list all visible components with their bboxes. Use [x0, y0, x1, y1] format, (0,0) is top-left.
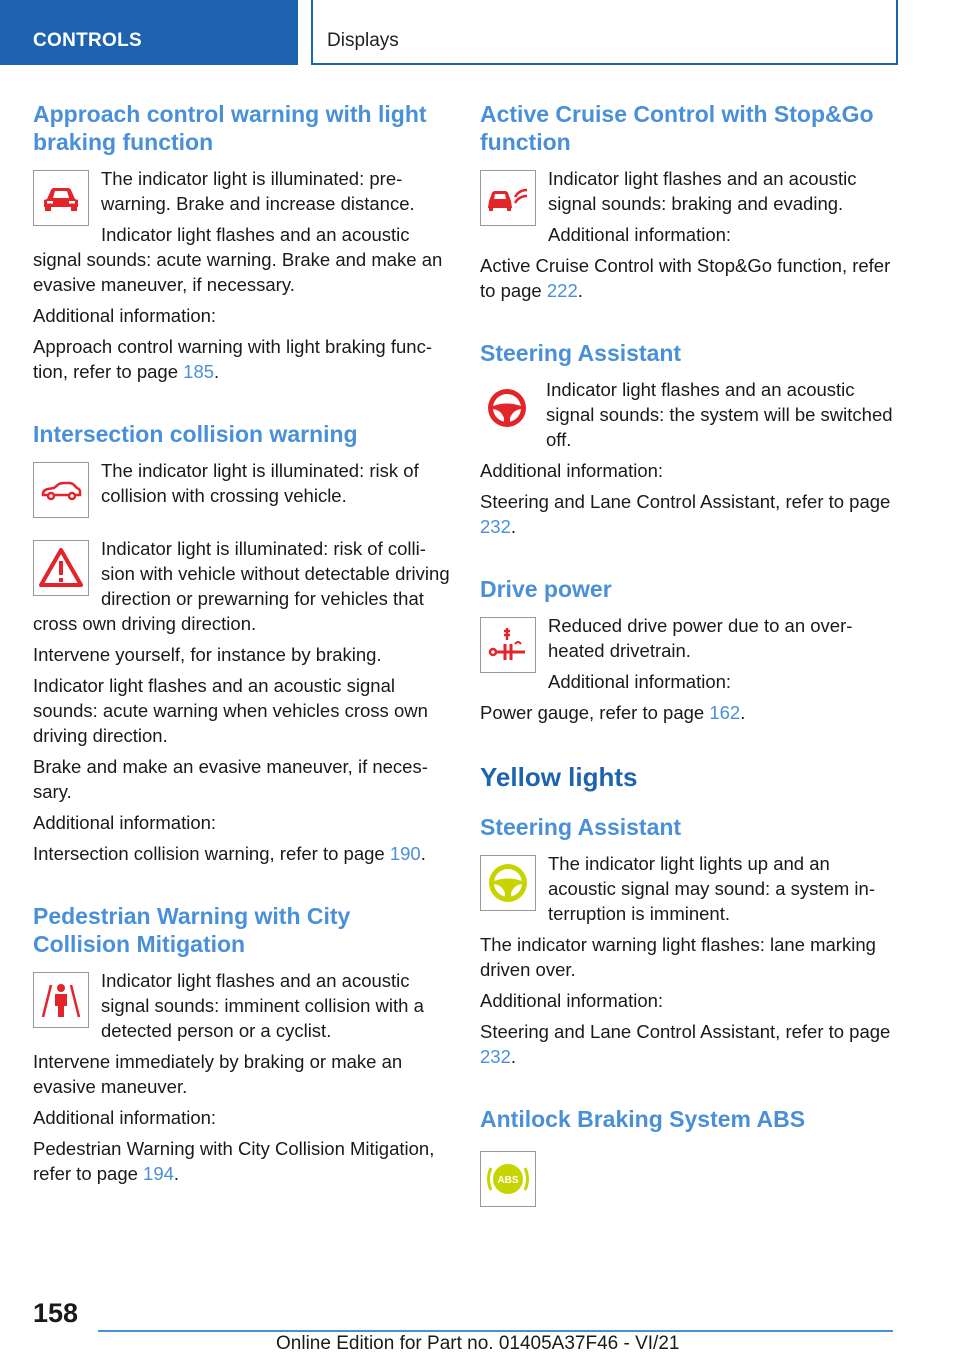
approach-ref: Approach control warning with light braking function, refer to page 185. [33, 336, 432, 382]
steering-yellow-additional: Additional information: [480, 990, 664, 1011]
approach-additional: Additional information: [33, 305, 217, 326]
subsection-label: Displays [327, 30, 399, 51]
drive-text-1: Reduced drive power due to an overheated drivetrain. [548, 615, 853, 661]
acc-car-icon [480, 170, 536, 226]
page-link-185[interactable]: 185 [183, 361, 215, 382]
car-side-icon [33, 462, 89, 518]
drive-ref: Power gauge, refer to page 162. [480, 702, 746, 723]
abs-icon-label: ABS [497, 1175, 519, 1186]
page-number: 158 [33, 1298, 79, 1328]
page-link-162[interactable]: 162 [709, 702, 741, 723]
right-column [480, 100, 898, 1211]
abs-icon [480, 1151, 536, 1207]
steering-red-ref: Steering and Lane Control Assistant, refer to page 232. [480, 491, 891, 537]
drive-section [480, 613, 898, 725]
page-link-190[interactable]: 190 [389, 843, 421, 864]
intersection-text-5: Brake and make an evasive maneuver, if necessary. [33, 756, 428, 802]
page-link-232-a[interactable]: 232 [480, 516, 511, 537]
steering-yellow-text-1: The indicator light lights up and an acoustic signal may sound: a system interruption is imminent. [548, 853, 875, 924]
steering-wheel-red-icon [480, 381, 534, 435]
steering-yellow-text-2: The indicator warning light flashes: lane marking driven over. [480, 934, 876, 980]
steering-red-additional: Additional information: [480, 460, 664, 481]
approach-heading: Approach control warning with light braking function [33, 101, 427, 155]
intersection-ref: Intersection collision warning, refer to page 190. [33, 843, 426, 864]
pedestrian-text-1: Indicator light flashes and an acoustic signal sounds: imminent collision with a detected person or a cyclist. [101, 970, 424, 1041]
acc-additional: Additional information: [548, 224, 732, 245]
yellow-lights-heading: Yellow lights [480, 762, 638, 792]
edition-text: Online Edition for Part no. 01405A37F46 - VI/21 [276, 1333, 680, 1354]
car-front-red-icon [33, 170, 89, 226]
steering-red-section [480, 377, 898, 539]
page-link-232-b[interactable]: 232 [480, 1046, 511, 1067]
intersection-additional: Additional information: [33, 812, 217, 833]
intersection-section-2 [33, 536, 451, 866]
steering-red-text-1: Indicator light flashes and an acoustic signal sounds: the system will be switched off. [546, 379, 893, 450]
subsection-tab[interactable] [311, 0, 898, 65]
section-label: CONTROLS [33, 30, 143, 51]
acc-section [480, 166, 898, 303]
pedestrian-icon [33, 972, 89, 1028]
approach-text-1: The indicator light is illuminated: pre-warning. Brake and increase distance. [101, 168, 415, 214]
acc-ref: Active Cruise Control with Stop&Go function, refer to page 222. [480, 255, 891, 301]
intersection-heading: Intersection collision warning [33, 421, 358, 447]
pedestrian-additional: Additional information: [33, 1107, 217, 1128]
intersection-text-4: Indicator light flashes and an acoustic signal sounds: acute warning when vehicles cross own driving direction. [33, 675, 428, 746]
intersection-text-2: Indicator light is illuminated: risk of collision with vehicle without detectable driving direction or prewarning for vehicles that cross own driving direction. [33, 538, 450, 634]
intersection-text-3: Intervene yourself, for instance by braking. [33, 644, 382, 665]
abs-heading: Antilock Braking System ABS [480, 1106, 806, 1132]
acc-text-1: Indicator light flashes and an acoustic signal sounds: braking and evading. [548, 168, 857, 214]
approach-section [33, 166, 451, 384]
drive-additional: Additional information: [548, 671, 732, 692]
warning-triangle-icon [33, 540, 89, 596]
drive-heading: Drive power [480, 576, 612, 602]
steering-yellow-heading: Steering Assistant [480, 814, 682, 840]
drivetrain-icon [480, 617, 536, 673]
page-link-222[interactable]: 222 [546, 280, 578, 301]
acc-heading: Active Cruise Control with Stop&Go function [480, 101, 874, 155]
steering-yellow-section [480, 851, 898, 1069]
section-tab[interactable] [0, 0, 298, 65]
approach-text-2: Indicator light flashes and an acoustic signal sounds: acute warning. Brake and make an evasive maneuver, if necessary. [33, 224, 443, 295]
steering-red-heading: Steering Assistant [480, 340, 682, 366]
pedestrian-heading: Pedestrian Warning with City Collision Mitigation [33, 903, 351, 957]
pedestrian-section [33, 968, 451, 1186]
footer-divider [98, 1330, 893, 1332]
pedestrian-text-2: Intervene immediately by braking or make an evasive maneuver. [33, 1051, 403, 1097]
intersection-text-1: The indicator light is illuminated: risk of collision with crossing vehicle. [101, 460, 419, 506]
steering-wheel-yellow-icon [480, 855, 536, 911]
steering-yellow-ref: Steering and Lane Control Assistant, refer to page 232. [480, 1021, 891, 1067]
pedestrian-ref: Pedestrian Warning with City Collision Mitigation, refer to page 194. [33, 1138, 435, 1184]
left-column [33, 100, 451, 1186]
page-link-194[interactable]: 194 [143, 1163, 174, 1184]
abs-section [480, 1147, 898, 1211]
intersection-section [33, 458, 451, 522]
